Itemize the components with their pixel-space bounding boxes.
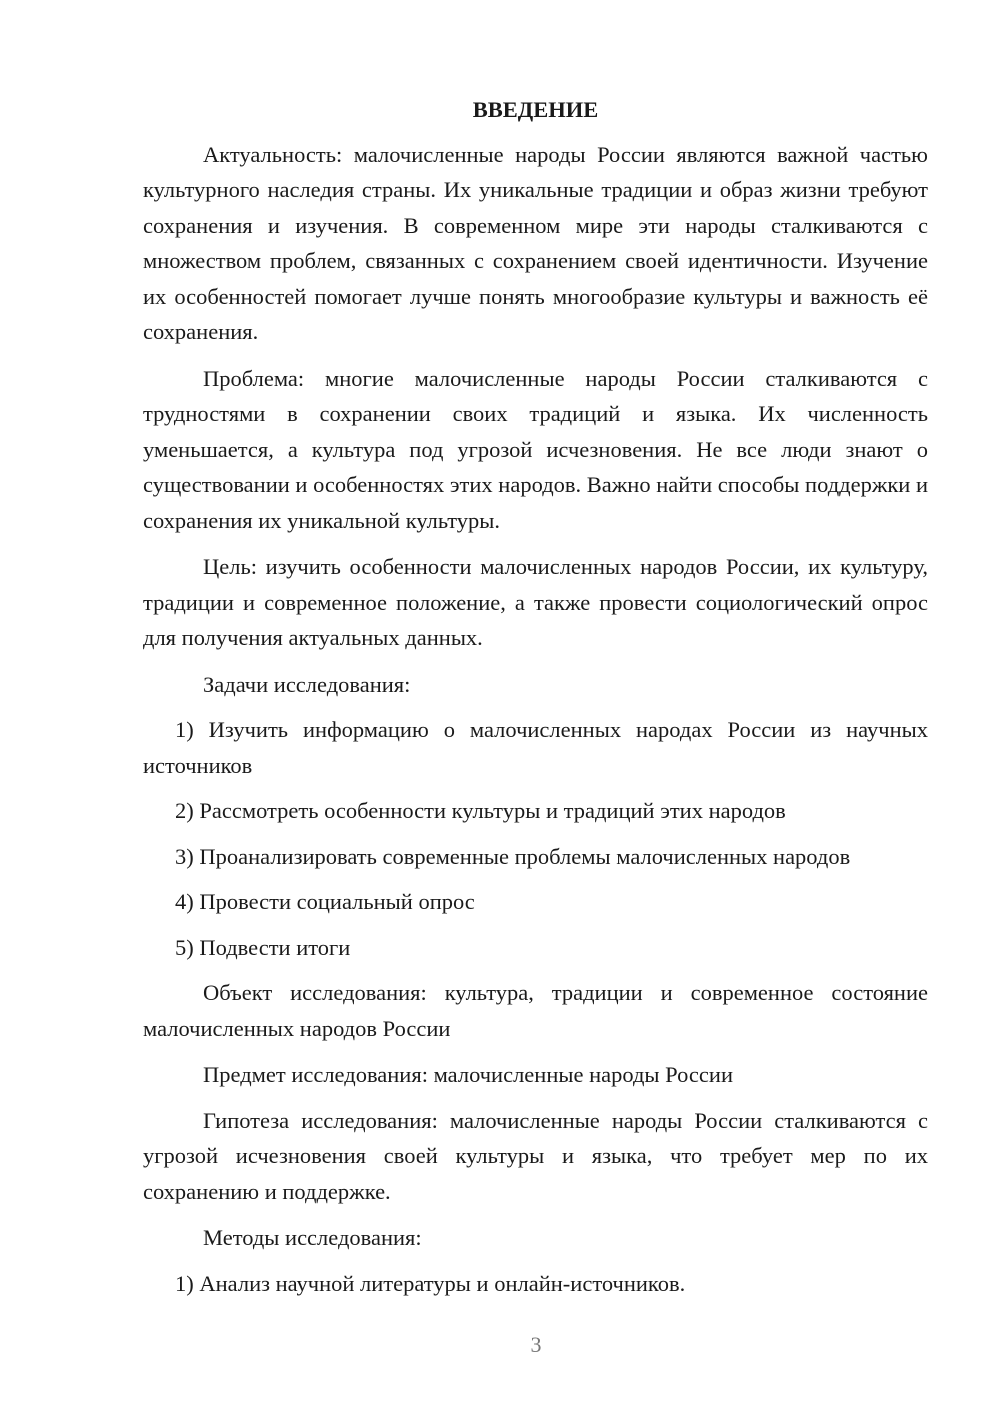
methods-heading: Методы исследования: xyxy=(203,1225,422,1250)
page-title: ВВЕДЕНИЕ xyxy=(472,97,599,122)
object-paragraph: Объект исследования: культура, традиции и современное состояние малочисленных народов России xyxy=(143,980,928,1041)
methods-list xyxy=(143,1266,928,1302)
subject-paragraph: Предмет исследования: малочисленные народы России xyxy=(203,1062,733,1087)
problem-paragraph: Проблема: многие малочисленные народы России сталкиваются с трудностями в сохранении своих традиций и языка. Их численность уменьшается, а культура под угрозой исчезновения. Не все люди знают о существовании и особенностях этих народов. Важно найти способы поддержки и сохранения их уникальной культуры. xyxy=(143,365,929,533)
list-item: 1) Анализ научной литературы и онлайн-источников. xyxy=(175,1270,686,1296)
tasks-heading: Задачи исследования: xyxy=(203,671,411,697)
list-item: 1) Изучить информацию о малочисленных народах России из научных источников xyxy=(143,717,928,778)
relevance-paragraph: Актуальность: малочисленные народы России являются важной частью культурного наследия страны. Их уникальные традиции и образ жизни требуют сохранения и изучения. В современном мире эти народы сталкиваются с множеством проблем, связанных с сохранением своей идентичности. Изучение их особенностей помогает лучше понять многообразие культуры и важность её сохранения. xyxy=(143,141,928,344)
list-item: 2) Рассмотреть особенности культуры и традиций этих народов xyxy=(175,798,786,823)
goal-paragraph: Цель: изучить особенности малочисленных народов России, их культуру, традиции и современное положение, а также провести социологический опрос для получения актуальных данных. xyxy=(143,554,928,650)
document-page xyxy=(143,92,928,1311)
list-item: 5) Подвести итоги xyxy=(175,934,351,960)
list-item: 4) Провести социальный опрос xyxy=(175,889,475,914)
tasks-list xyxy=(143,712,928,965)
list-item: 3) Проанализировать современные проблемы малочисленных народов xyxy=(175,843,851,869)
page-number: 3 xyxy=(530,1332,542,1357)
hypothesis-paragraph: Гипотеза исследования: малочисленные народы России сталкиваются с угрозой исчезновения своей культуры и языка, что требует мер по их сохранению и поддержке. xyxy=(143,1107,928,1204)
